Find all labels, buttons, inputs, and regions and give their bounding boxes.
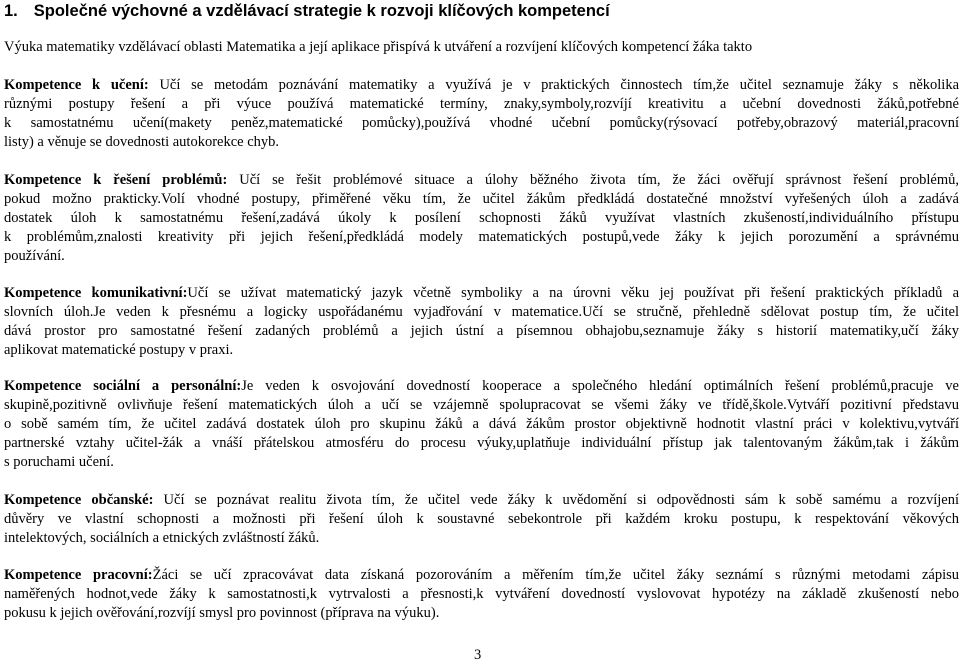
competency-text-line: listy) a věnuje se dovednosti autokorekce chyb.: [4, 134, 280, 150]
page-number: 3: [474, 647, 482, 663]
competency-text-line: aplikovat matematické postupy v praxi.: [4, 342, 234, 358]
competency-text-line: k problémům,znalosti kreativity při jejich řešení,předkládá modely matematických postupů,vede žáky k jejich porozumění a správnému: [4, 229, 959, 245]
competency-text-line: používání.: [4, 248, 65, 264]
intro-text: Výuka matematiky vzdělávací oblasti Matematika a její aplikace přispívá k utváření a rozvíjení klíčových kompetencí žáka takto: [4, 39, 753, 55]
competency-text-line: Učí se metodám poznávání matematiky a využívá je v praktických činnostech tím,že učitel seznamuje žáky s několika: [148, 77, 959, 93]
competency-text-line: dává prostor pro samostatné řešení zadaných problémů a jejich ústní a písemnou obhajobu,seznamuje žáky s historií matematiky,učí žáky: [4, 323, 959, 339]
competency-label: Kompetence k řešení problémů:: [4, 172, 228, 188]
competency-text-line: k samostatnému učení(makety peněz,matematické pomůcky),používá vhodné učební pomůcky(rýsovací potřeby,obrazový materiál,pracovní: [4, 115, 959, 131]
competency-text-line: Učí se užívat matematický jazyk včetně symboliky a na úrovni věku jej používat při řešení praktických příkladů a: [187, 285, 960, 301]
competency-text-line: pokusu k jejich ověřování,rozvíjí smysl pro povinnost (příprava na výuku).: [4, 605, 440, 621]
section-number: 1.: [4, 2, 18, 20]
competency-social-personal: [4, 377, 959, 472]
competency-text-line: s poruchami učení.: [4, 454, 114, 470]
competency-text-line: Je veden k osvojování dovedností kooperace a společného hledání optimálních řešení problémů,pracuje ve: [241, 378, 959, 394]
competency-text-line: skupině,pozitivně ovlivňuje řešení matematických úloh a učí se vzájemně spolupracovat se všemi žáky ve třídě,škole.Vytváří pozitivní představu: [4, 397, 959, 413]
competency-learning: [4, 76, 959, 152]
competency-label: Kompetence k učení:: [4, 77, 149, 93]
competency-communication: [4, 284, 959, 360]
competency-text-line: pokud možno prakticky.Volí vhodné postupy, přiměřené věku tím, že učitel žákům předkládá dostatečné množství vyřešených úloh a zadává: [4, 191, 959, 207]
competency-problem-solving: [4, 171, 959, 266]
competency-civic: [4, 491, 959, 548]
competency-text-line: partnerské vztahy učitel-žák a vnáší přátelskou atmosféru do procesu výuky,uplatňuje individuální přístup jak talentovaným žákům,tak i žákům: [4, 435, 959, 451]
competency-text-line: o sobě samém tím, že učitel zadává dostatek úloh pro skupinu žáků a dává žákům prostor objektivně hodnotit vlastní práci v kolektivu,vytváří: [4, 416, 959, 432]
competency-text-line: Žáci se učí zpracovávat data získaná pozorováním a měřením tím,že učitel žáky seznámí s různými metodami zápisu: [152, 567, 959, 583]
competency-text-line: naměřených hodnot,vede žáky k samostatnosti,k vytrvalosti a přesnosti,k vytváření dovedností vyslovovat hypotézy na základě zkušeností nebo: [4, 586, 959, 602]
competency-text-line: dostatek úloh k samostatnému řešení,zadává úkoly k posílení schopnosti žáků využívat vlastních zkušeností,individuálního přístupu: [4, 210, 959, 226]
competency-label: Kompetence občanské:: [4, 492, 154, 508]
competency-text-line: Učí se poznávat realitu života tím, že učitel vede žáky k uvědomění si odpovědnosti sám k sobě samému a rozvíjení: [153, 492, 960, 508]
competency-text-line: důvěry ve vlastní schopnosti a možnosti při řešení úloh k soustavné sebekontrole při každém kroku postupu, k respektování věkových: [4, 511, 959, 527]
competency-text-line: různými postupy řešení a při výuce používá matematické termíny, znaky,symboly,rozvíjí kreativitu a učební dovednosti žáků,potřebné: [4, 96, 959, 112]
competency-text-line: Učí se řešit problémové situace a úlohy běžného života tím, že žáci ověřují správnost řešení problémů,: [227, 172, 959, 188]
competency-label: Kompetence pracovní:: [4, 567, 153, 583]
competency-work: [4, 566, 959, 623]
competency-label: Kompetence komunikativní:: [4, 285, 188, 301]
competency-label: Kompetence sociální a personální:: [4, 378, 242, 394]
section-title: Společné výchovné a vzdělávací strategie k rozvoji klíčových kompetencí: [33, 2, 610, 20]
competency-text-line: slovních úloh.Je veden k přesnému a logicky uspořádanému vyjadřování v matematice.Učí se stručně, přehledně sdělovat postup tím, že učitel: [4, 304, 959, 320]
section-heading: [4, 0, 610, 22]
competency-text-line: intelektových, sociálních a etnických zvláštností žáků.: [4, 530, 320, 546]
